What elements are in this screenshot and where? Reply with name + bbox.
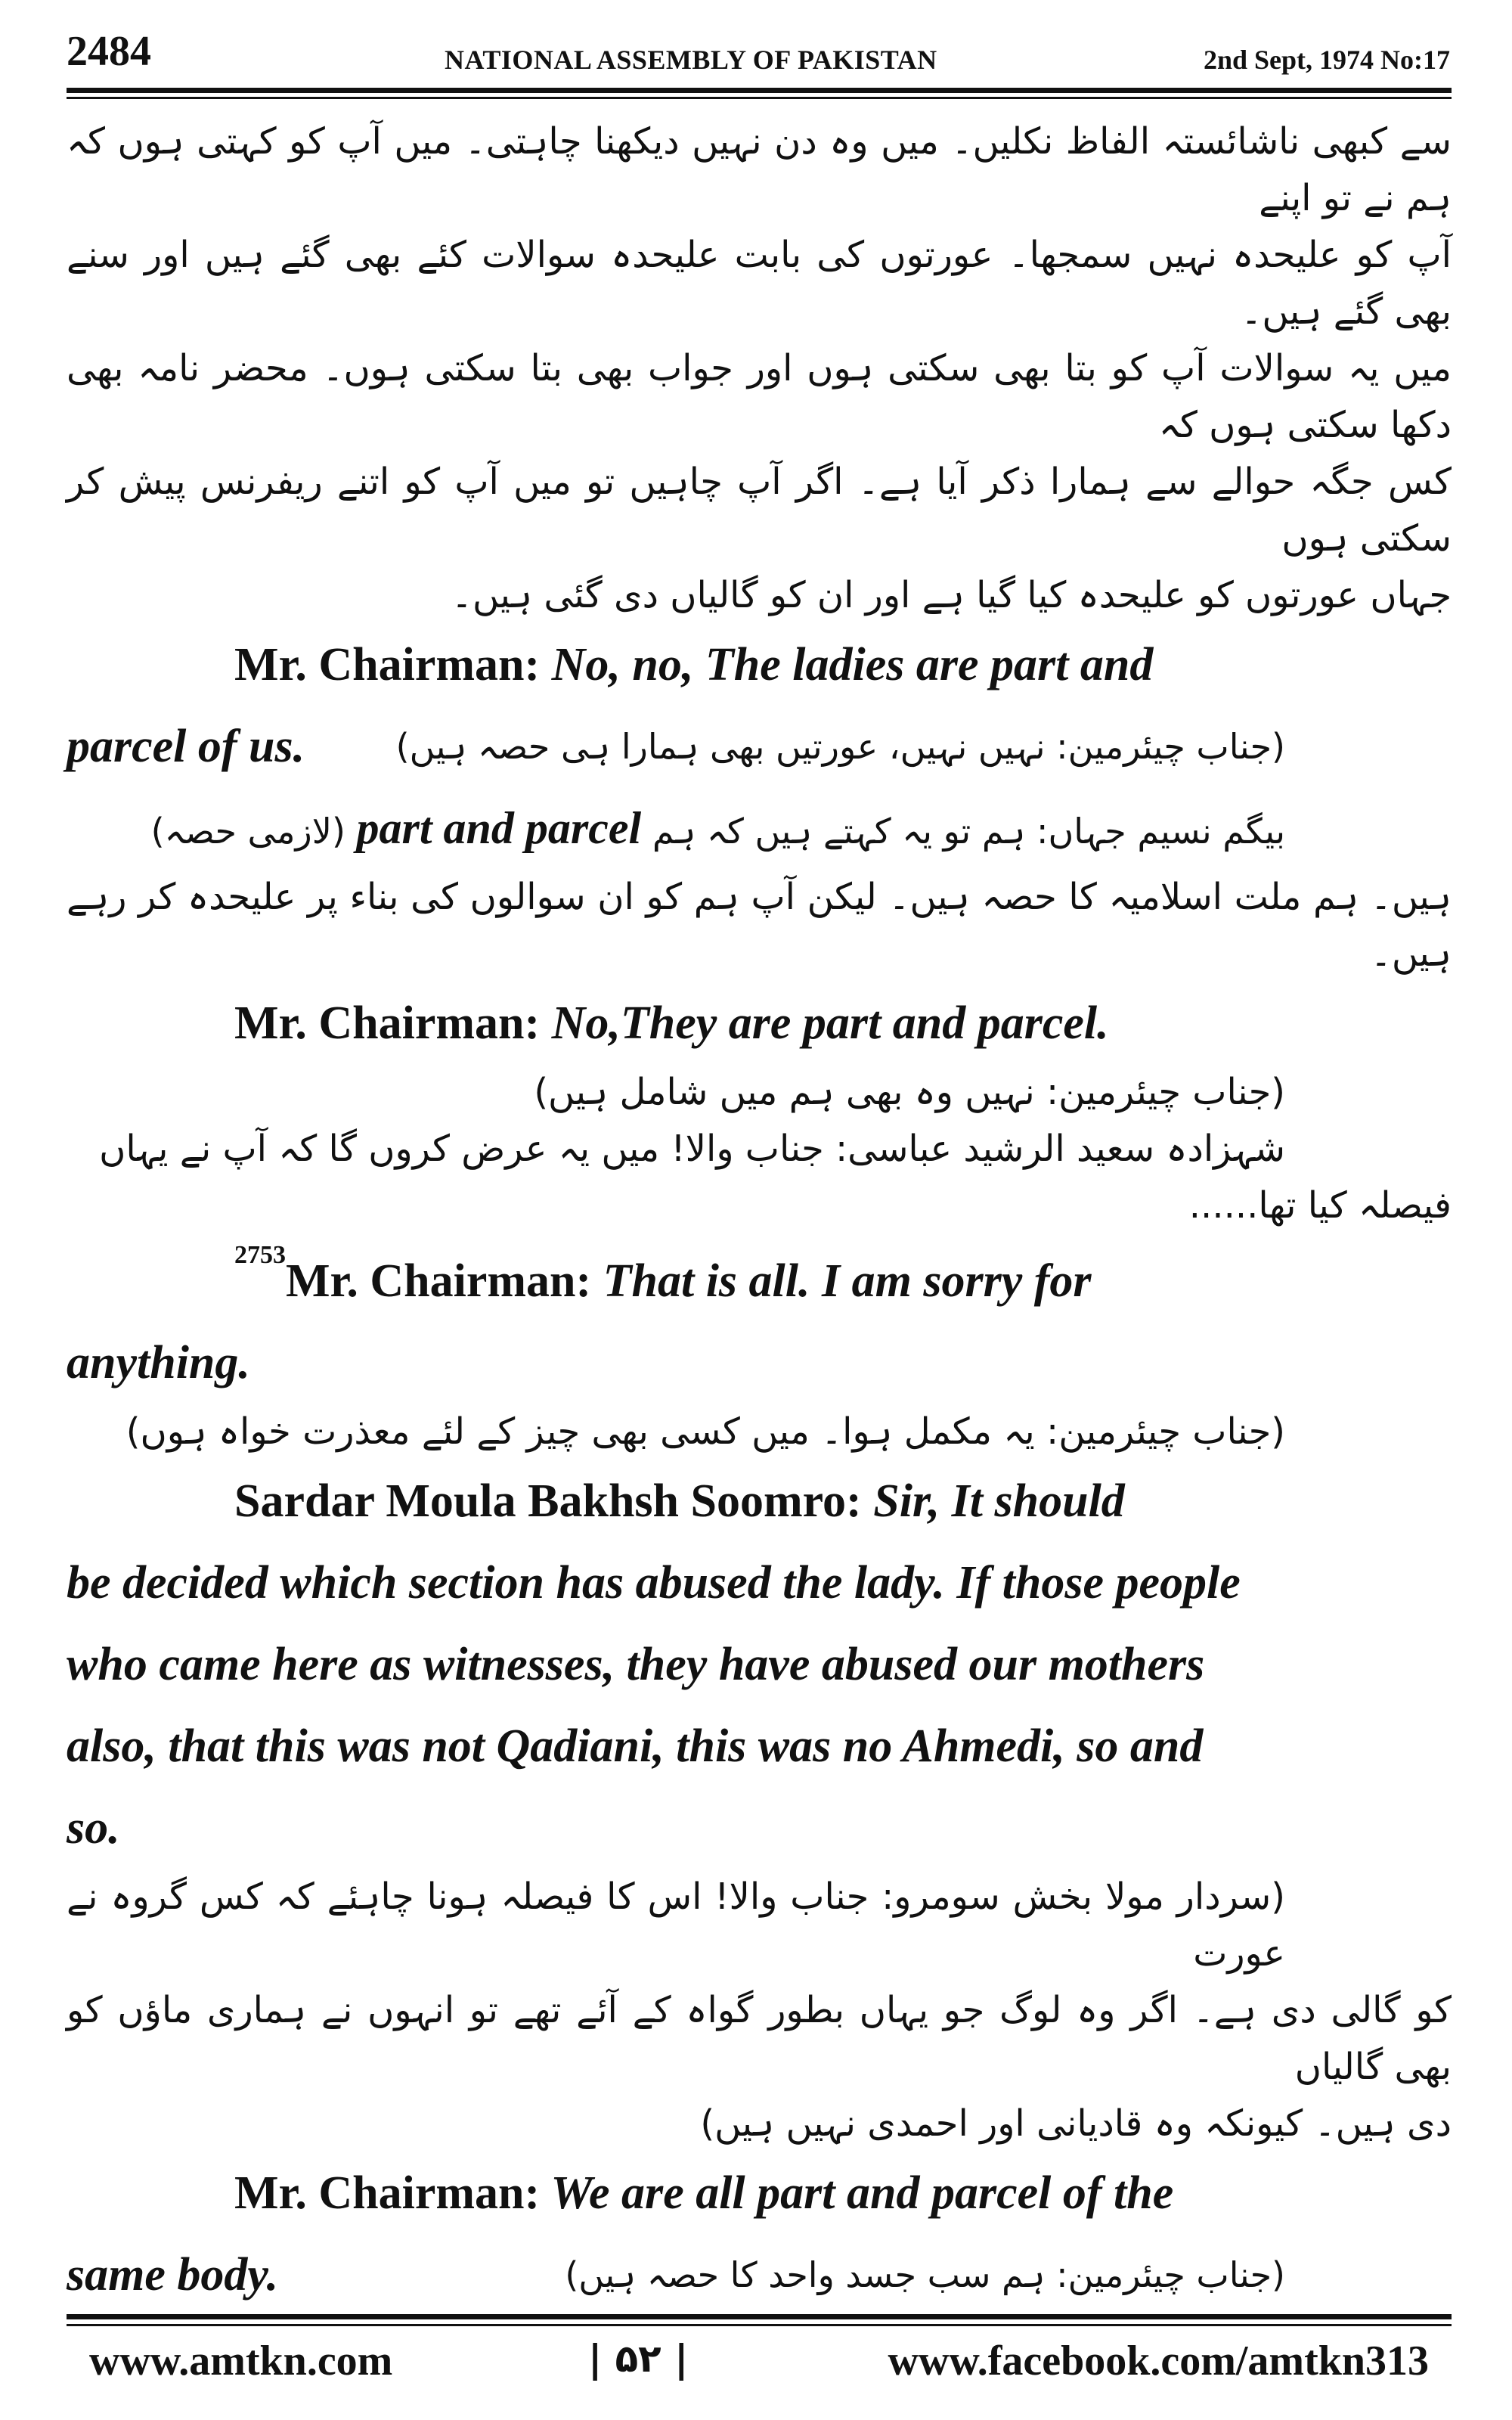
chairman-remark-3: [67, 1240, 1452, 1322]
speech-text: also, that this was not Qadiani, this was no Ahmedi, so and: [67, 1720, 1204, 1772]
urdu-line: سے کبھی ناشائستہ الفاظ نکلیں۔ میں وہ دن نہیں دیکھنا چاہتی۔ میں آپ کو کہتی ہوں کہ ہم نے تو اپنے: [67, 120, 1452, 219]
speaker-label: Mr. Chairman:: [234, 997, 541, 1049]
page-body: [67, 113, 1452, 2299]
urdu-line: میں یہ سوالات آپ کو بتا بھی سکتی ہوں اور جواب بھی بتا سکتی ہوں۔ محضر نامہ بھی دکھا سکتی ہوں کہ: [67, 347, 1452, 446]
header-rule-thin: [67, 97, 1452, 99]
soomro-remark: [67, 1460, 1452, 1542]
footer-rule-thin: [67, 2324, 1452, 2326]
urdu-line: جہاں عورتوں کو علیحدہ کیا گیا ہے اور ان کو گالیاں دی گئی ہیں۔: [451, 574, 1452, 616]
urdu-translation: (جناب چیئرمین: نہیں وہ بھی ہم میں شامل ہیں): [534, 1071, 1285, 1113]
urdu-line: کس جگہ حوالے سے ہمارا ذکر آیا ہے۔ اگر آپ چاہیں تو میں آپ کو اتنے ریفرنس پیش کر سکتی ہوں: [67, 461, 1452, 560]
reference-marker: 2753: [234, 1241, 286, 1269]
website-link[interactable]: www.amtkn.com: [89, 2338, 393, 2384]
urdu-line: آپ کو علیحدہ نہیں سمجھا۔ عورتوں کی بابت علیحدہ سوالات کئے بھی گئے ہیں اور سنے بھی گئے ہیں۔: [67, 234, 1452, 333]
urdu-line: فیصلہ کیا تھا......: [1188, 1184, 1452, 1227]
urdu-line: ہیں۔ ہم ملت اسلامیہ کا حصہ ہیں۔ لیکن آپ ہم کو ان سوالوں کی بناء پر علیحدہ کر رہے ہیں۔: [67, 876, 1452, 975]
session-date: 2nd Sept, 1974 No:17: [1203, 45, 1450, 75]
facebook-link[interactable]: www.facebook.com/amtkn313: [888, 2338, 1429, 2384]
speaker-label: Mr. Chairman:: [234, 2167, 541, 2219]
speech-text: That is all. I am sorry for: [603, 1255, 1092, 1307]
urdu-speech: [151, 798, 1285, 861]
urdu-translation: (جناب چیئرمین: ہم سب جسد واحد کا حصہ ہیں): [565, 2254, 1285, 2295]
page-header: [67, 27, 1450, 80]
urdu-translation: (جناب چیئرمین: نہیں نہیں، عورتیں بھی ہمارا ہی حصہ ہیں): [395, 726, 1285, 767]
speech-text: same body.: [67, 2249, 279, 2301]
urdu-line: شہزادہ سعید الرشید عباسی: جناب والا! میں یہ عرض کروں گا کہ آپ نے یہاں: [99, 1128, 1285, 1170]
page-footer: [67, 2337, 1452, 2397]
header-rule-thick: [67, 88, 1452, 93]
urdu-speech-b: (لازمی حصہ): [150, 811, 345, 852]
speech-text: who came here as witnesses, they have abused our mothers: [67, 1639, 1205, 1690]
speech-text: so.: [67, 1802, 120, 1854]
chairman-remark-1: [67, 624, 1452, 706]
speech-text: Sir, It should: [873, 1475, 1125, 1527]
speaker-label: Mr. Chairman:: [234, 639, 541, 690]
urdu-line: کو گالی دی ہے۔ اگر وہ لوگ جو یہاں بطور گواہ کے آئے تھے تو انہوں نے ہماری ماؤں کو بھی گالیاں: [67, 1989, 1452, 2088]
chairman-remark-2: [67, 982, 1452, 1064]
begum-naseem-remark: [67, 787, 1452, 869]
speech-text: be decided which section has abused the lady. If those people: [67, 1557, 1241, 1609]
chairman-remark-4-continued: [67, 2234, 1452, 2316]
speech-text: anything.: [67, 1337, 250, 1388]
english-phrase: part and parcel: [356, 803, 642, 853]
footer-rule-thick: [67, 2314, 1452, 2319]
speech-text: parcel of us.: [67, 721, 305, 772]
speaker-label: Mr. Chairman:: [286, 1255, 592, 1307]
speaker-label: Sardar Moula Bakhsh Soomro:: [234, 1475, 862, 1527]
urdu-page-number: | ۵۲ |: [588, 2337, 689, 2381]
urdu-opening-paragraph: [67, 113, 1452, 624]
speech-text: No,They are part and parcel.: [551, 997, 1109, 1049]
urdu-speech-a: بیگم نسیم جہاں: ہم تو یہ کہتے ہیں کہ ہم: [652, 811, 1285, 852]
speech-text: We are all part and parcel of the: [550, 2167, 1174, 2219]
urdu-line: دی ہیں۔ کیونکہ وہ قادیانی اور احمدی نہیں ہیں): [700, 2102, 1452, 2145]
chairman-remark-4: [67, 2152, 1452, 2234]
urdu-line: (سردار مولا بخش سومرو: جناب والا! اس کا فیصلہ ہونا چاہئے کہ کس گروہ نے عورت: [67, 1876, 1285, 1975]
page-number: 2484: [67, 28, 151, 75]
publication-title: NATIONAL ASSEMBLY OF PAKISTAN: [445, 45, 937, 75]
speech-text: No, no, The ladies are part and: [551, 639, 1154, 690]
urdu-translation: (جناب چیئرمین: یہ مکمل ہوا۔ میں کسی بھی چیز کے لئے معذرت خواہ ہوں): [125, 1410, 1285, 1453]
chairman-remark-1-continued: [67, 706, 1452, 787]
